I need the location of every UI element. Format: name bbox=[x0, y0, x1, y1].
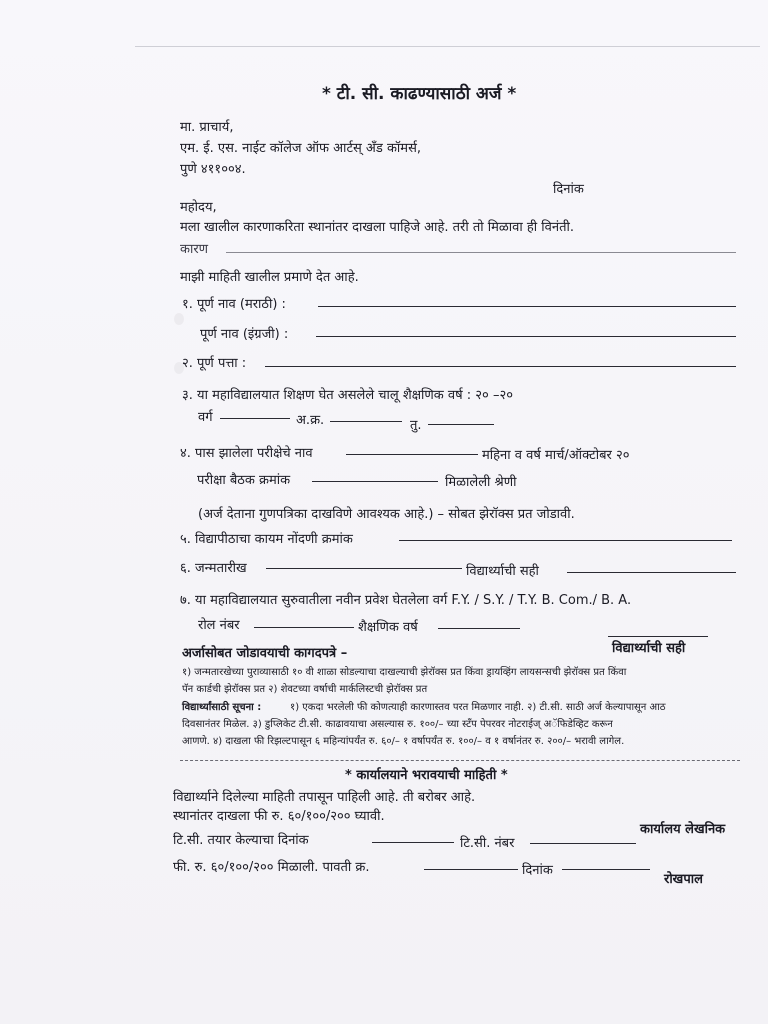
grade-label: मिळालेली श्रेणी bbox=[445, 475, 517, 490]
section-divider bbox=[180, 760, 740, 761]
receipt-no-line[interactable] bbox=[424, 869, 518, 870]
name-marathi-label: १. पूर्ण नाव (मराठी) : bbox=[182, 297, 286, 312]
current-year-label: ३. या महाविद्यालयात शिक्षण घेत असलेले चालू शैक्षणिक वर्ष : २० –२० bbox=[182, 388, 513, 403]
address-line-3: पुणे ४११००४. bbox=[180, 162, 246, 177]
month-year-label: महिना व वर्ष मार्च/ऑक्टोबर २० bbox=[482, 448, 630, 463]
address-line-1: मा. प्राचार्य, bbox=[180, 120, 234, 135]
exam-name-line[interactable] bbox=[346, 454, 478, 455]
punch-hole bbox=[174, 313, 184, 325]
docs-heading: अर्जासोबत जोडावयाची कागदपत्रे – bbox=[182, 646, 348, 661]
serial-label: अ.क्र. bbox=[296, 413, 325, 428]
univ-reg-line[interactable] bbox=[399, 540, 732, 541]
dob-line[interactable] bbox=[266, 568, 462, 569]
receipt-date-label: दिनांक bbox=[522, 863, 553, 878]
name-english-line[interactable] bbox=[316, 336, 736, 337]
division-label: तु. bbox=[410, 418, 422, 433]
roll-no-line[interactable] bbox=[254, 627, 354, 628]
form-title: * टी. सी. काढण्यासाठी अर्ज * bbox=[322, 84, 517, 104]
name-english-label: पूर्ण नाव (इंग्रजी) : bbox=[200, 327, 289, 342]
instructions-line-3: आणणे. ४) दाखला फी रिझल्टपासून ६ महिन्यांपर्यंत रु. ६०/– १ वर्षापर्यंत रु. १००/– व १ वर्षानंतर रु. २००/– भरावी लागेल. bbox=[182, 736, 625, 747]
office-fee: स्थानांतर दाखला फी रु. ६०/१००/२०० घ्यावी. bbox=[173, 809, 385, 824]
top-border bbox=[135, 46, 760, 47]
signature-caption: विद्यार्थ्याची सही bbox=[612, 641, 686, 656]
tc-ready-date-line[interactable] bbox=[372, 842, 454, 843]
signature-line[interactable] bbox=[608, 636, 708, 637]
docs-line-1: १) जन्मतारखेच्या पुराव्यासाठी १० वी शाळा सोडल्याचा दाखल्याची झेरॉक्स प्रत किंवा ड्रायव्हिंग लायसन्सची झेरॉक्स प्रत किंवा bbox=[182, 667, 627, 678]
seat-no-label: परीक्षा बैठक क्रमांक bbox=[197, 473, 291, 488]
request-text: मला खालील कारणाकरिता स्थानांतर दाखला पाहिजे आहे. तरी तो मिळावा ही विनंती. bbox=[180, 220, 574, 235]
cashier: रोखपाल bbox=[664, 872, 703, 887]
office-heading: * कार्यालयाने भरावयाची माहिती * bbox=[345, 768, 508, 783]
fee-received-label: फी. रु. ६०/१००/२०० मिळाली. पावती क्र. bbox=[173, 860, 370, 875]
full-address-label: २. पूर्ण पत्ता : bbox=[182, 356, 247, 371]
tc-ready-date-label: टि.सी. तयार केल्याचा दिनांक bbox=[173, 833, 309, 848]
student-sign-label: विद्यार्थ्याची सही bbox=[466, 564, 539, 579]
reason-label: कारण bbox=[180, 242, 209, 257]
seat-no-line[interactable] bbox=[312, 481, 438, 482]
reason-line[interactable] bbox=[226, 252, 736, 253]
marksheet-note: (अर्ज देताना गुणपत्रिका दाखविणे आवश्यक आहे.) – सोबत झेरॉक्स प्रत जोडावी. bbox=[198, 507, 575, 522]
instructions-line-1: १) एकदा भरलेली फी कोणत्याही कारणास्तव परत मिळणार नाही. २) टी.सी. साठी अर्ज केल्यापासून आठ bbox=[290, 702, 666, 713]
academic-year-label: शैक्षणिक वर्ष bbox=[358, 620, 418, 635]
instructions-label: विद्यार्थ्यांसाठी सूचना : bbox=[182, 702, 262, 713]
tc-number-line[interactable] bbox=[530, 843, 636, 844]
student-sign-line[interactable] bbox=[567, 572, 736, 573]
date-label: दिनांक bbox=[553, 182, 584, 197]
serial-line[interactable] bbox=[330, 421, 402, 422]
salutation: महोदय, bbox=[180, 200, 217, 215]
exam-name-label: ४. पास झालेला परीक्षेचे नाव bbox=[180, 446, 313, 461]
receipt-date-line[interactable] bbox=[562, 869, 650, 870]
office-verified: विद्यार्थ्याने दिलेल्या माहिती तपासून पाहिली आहे. ती बरोबर आहे. bbox=[173, 790, 476, 805]
instructions-line-2: दिवसानंतर मिळेल. ३) डुप्लिकेट टी.सी. काढावयाचा असल्यास रु. १००/– च्या स्टँप पेपरवर नोटराईज् अॅफिडेव्हिट करून bbox=[182, 719, 613, 730]
class-line[interactable] bbox=[220, 418, 290, 419]
intro-text: माझी माहिती खालील प्रमाणे देत आहे. bbox=[180, 270, 359, 285]
admission-class-label: ७. या महाविद्यालयात सुरुवातीला नवीन प्रवेश घेतलेला वर्ग F.Y. / S.Y. / T.Y. B. Com./ B. A. bbox=[180, 593, 632, 608]
name-marathi-line[interactable] bbox=[318, 306, 736, 307]
univ-reg-label: ५. विद्यापीठाचा कायम नोंदणी क्रमांक bbox=[180, 532, 353, 547]
address-line-2: एम. ई. एस. नाईट कॉलेज ऑफ आर्टस् अँड कॉमर्स, bbox=[180, 141, 421, 156]
dob-label: ६. जन्मतारीख bbox=[180, 561, 247, 576]
academic-year-line[interactable] bbox=[438, 628, 520, 629]
roll-no-label: रोल नंबर bbox=[198, 618, 240, 633]
full-address-line[interactable] bbox=[265, 366, 736, 367]
division-line[interactable] bbox=[428, 424, 494, 425]
docs-line-2: पॅन कार्डची झेरॉक्स प्रत २) शेवटच्या वर्षाची मार्कलिस्टची झेरॉक्स प्रत bbox=[182, 684, 428, 695]
tc-number-label: टि.सी. नंबर bbox=[460, 836, 515, 851]
class-label: वर्ग bbox=[198, 410, 213, 425]
office-clerk: कार्यालय लेखनिक bbox=[640, 822, 726, 837]
